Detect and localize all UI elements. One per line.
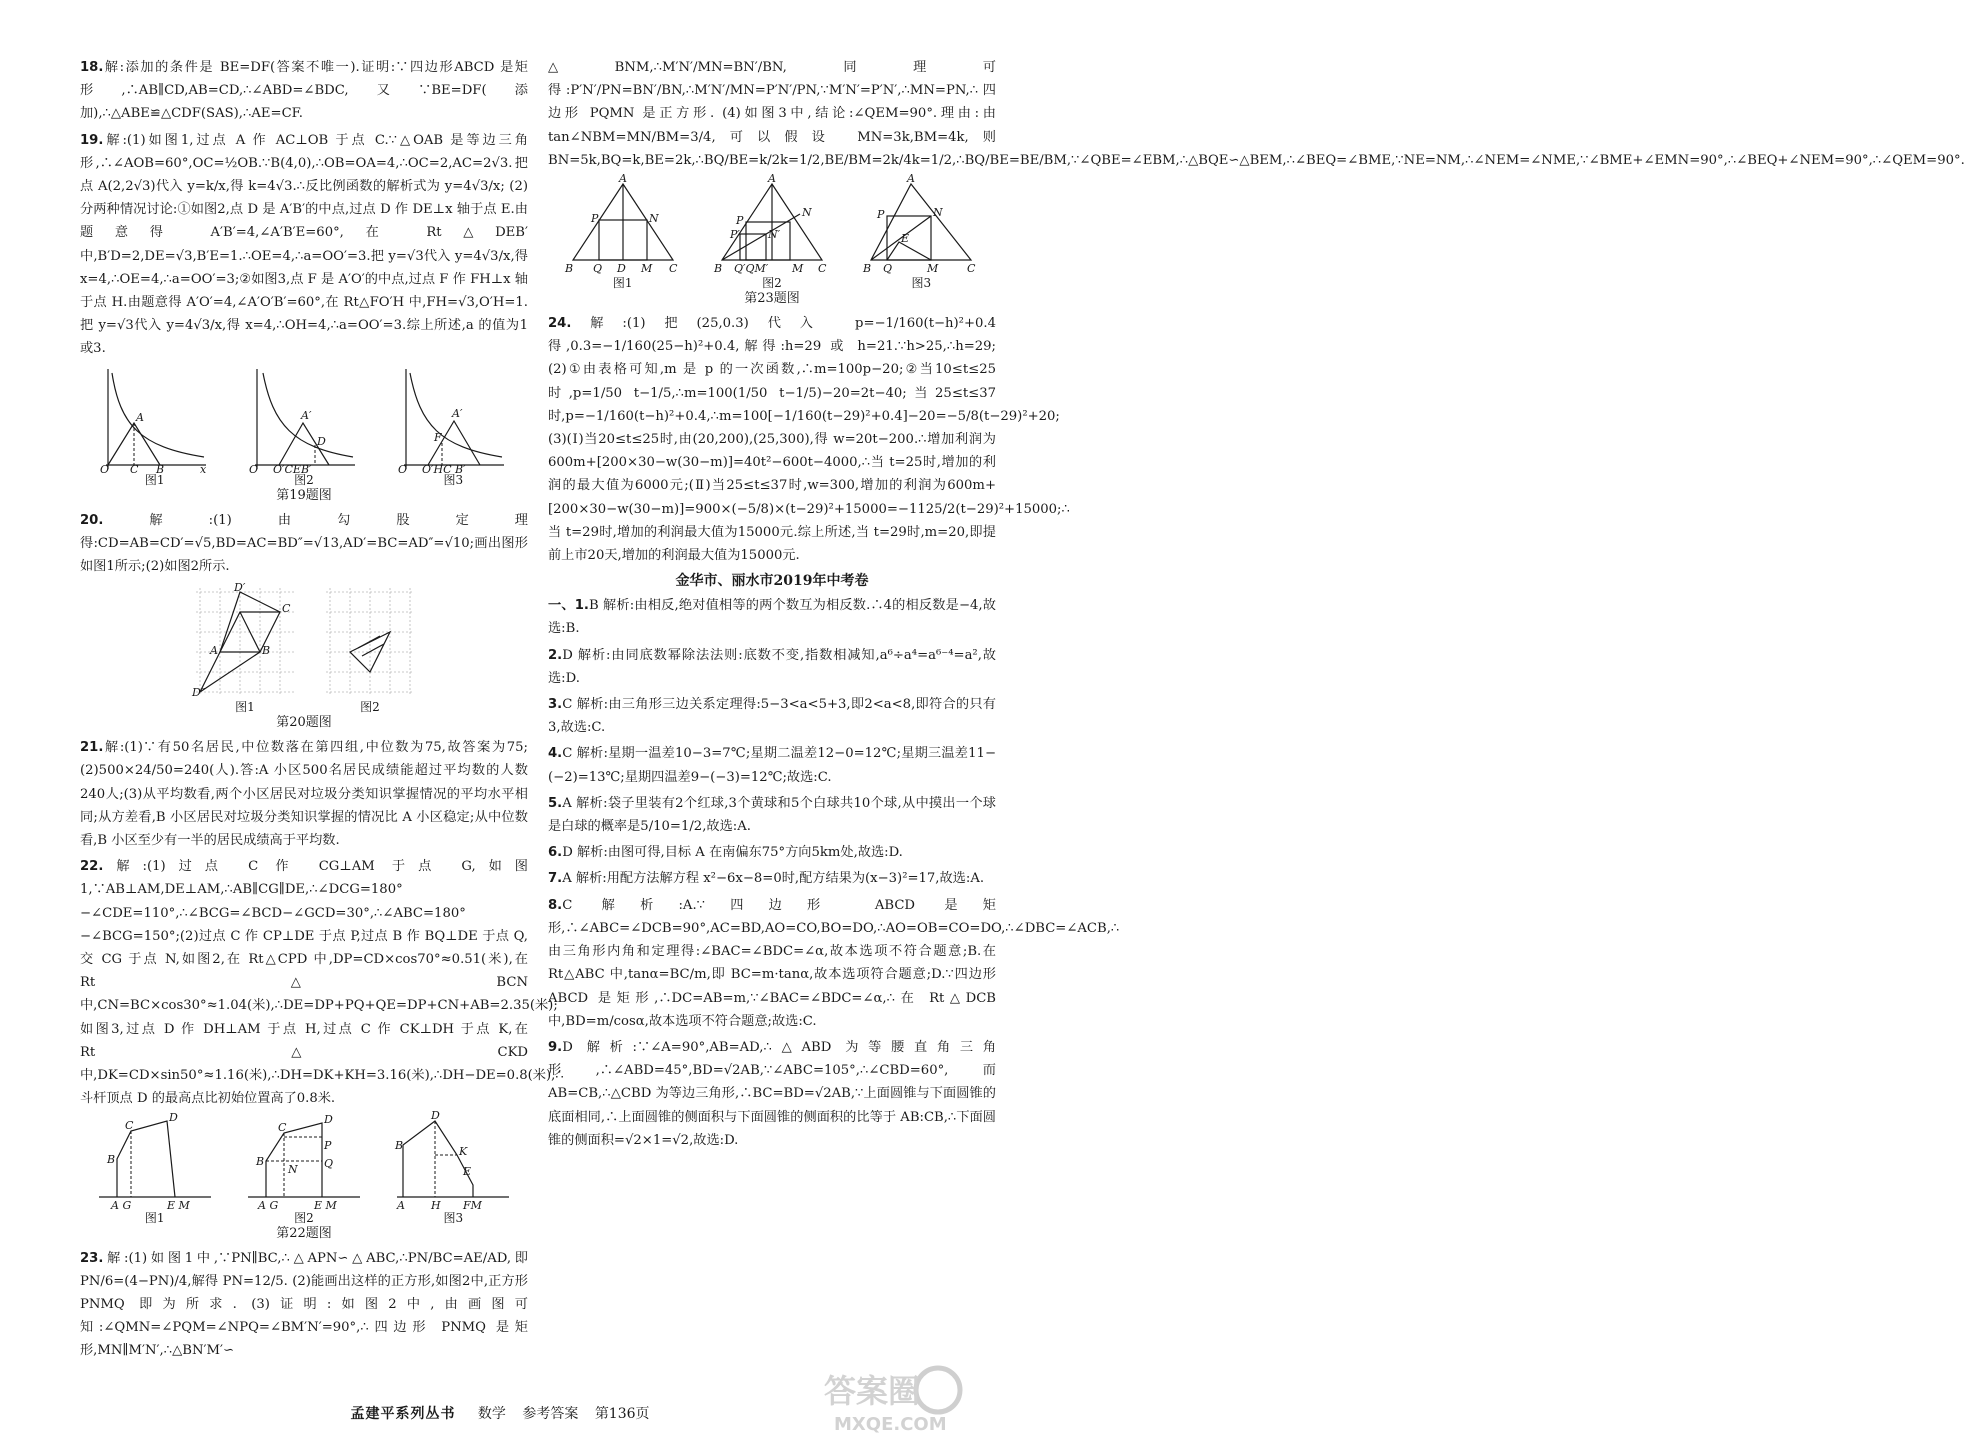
svg-text:O: O	[99, 462, 109, 476]
figure-caption: 图3	[443, 1210, 464, 1225]
figure-20-1	[190, 582, 300, 714]
svg-text:x: x	[199, 462, 206, 476]
question-text: 解:(1)∵有50名居民,中位数落在第四组,中位数为75,故答案为75;(2)500×24/50=240(人).答:A 小区500名居民成绩能超过平均数的人数240人;(3)从平均数看,两个小区居民对垃圾分类知识掌握情况的平均水平相同;从方差看,B 小区居民对垃圾分类知识掌握的情况比 A 小区稳定;从中位数看,B 小区至少有一半的居民成绩高于平均数.	[80, 740, 528, 849]
answer-number: 5.	[548, 795, 563, 811]
figure-19-title: 第19题图	[276, 487, 332, 503]
answer-text: A 解析:用配方法解方程 x²−6x−8=0时,配方结果为(x−3)²=17,故选:A.	[562, 871, 985, 887]
figure-19-1	[100, 365, 210, 487]
svg-text:N: N	[648, 212, 659, 226]
svg-text:K: K	[459, 1144, 468, 1158]
svg-text:E: E	[901, 232, 910, 246]
svg-text:C: C	[282, 602, 291, 616]
answer-number: 2.	[548, 647, 563, 663]
left-column	[80, 56, 564, 1366]
question-number: 18.	[80, 60, 104, 75]
watermark-logo	[820, 1356, 970, 1436]
answer-number: 4.	[548, 746, 563, 762]
question-number: 22.	[80, 859, 104, 875]
watermark-title: 答案圈	[824, 1372, 921, 1410]
svg-text:E: E	[463, 1164, 472, 1178]
question-18	[80, 56, 528, 126]
answer-number: 6.	[548, 845, 563, 861]
svg-text:N′: N′	[767, 228, 781, 242]
answer-number: 9.	[548, 1039, 563, 1055]
answer-text: C 解析:A.∵四边形 ABCD 是矩形,∴∠ABC=∠DCB=90°,AC=BD,AO=CO,BO=DO,∴AO=OB=CO=DO,∴∠DBC=∠ACB,∴由三角形内角和定理得:∠BAC=∠BDC=∠α,故本选项不符合题意;B.在 Rt△ABC 中,tanα=BC/m,即 BC=m·tanα,故本选项符合题意;D.∵四边形 ABCD 是矩形,∴DC=AB=m,∵∠BAC=∠BDC=∠α,∴在 Rt△DCB 中,BD=m/cosα,故本选项不符合题意;故选:C.	[548, 897, 1120, 1029]
svg-text:Q: Q	[883, 262, 893, 276]
answer-number: 3.	[548, 697, 563, 713]
figure-caption: 图2	[294, 1210, 314, 1225]
figure-23-2	[712, 172, 832, 291]
svg-text:C: C	[129, 462, 139, 476]
question-23-continued	[548, 56, 1965, 172]
figure-22-title: 第22题图	[276, 1225, 332, 1241]
svg-text:C: C	[277, 1120, 287, 1134]
svg-text:A G: A G	[110, 1198, 131, 1212]
question-21	[80, 736, 528, 852]
answer-number: 8.	[548, 897, 563, 913]
svg-text:O: O	[248, 462, 259, 476]
question-text: 解:(1)把(25,0.3)代入 p=−1/160(t−h)²+0.4 得,0.3=−1/160(25−h)²+0.4,解得:h=29 或 h=21.∵h>25,∴h=29; (2)①由表格可知,m 是 p 的一次函数,∴m=100p−20;②当10≤t≤25时,p=1/50 t−1/5,∴m=100(1/50 t−1/5)−20=2t−40;当25≤t≤37时,p=−1/160(t−h)²+0.4,∴m=100[−1/160(t−29)²+0.4]−20=−5/8(t−29)²+20; (3)(Ⅰ)当20≤t≤25时,由(20,200),(25,300),得 w=20t−200.∴增加利润为600m+[200×30−w(30−m)]=40t²−600t−4000,∴当 t=25时,增加的利润的最大值为6000元;(Ⅱ)当25≤t≤37时,w=300,增加的利润为600m+[200×30−w(30−m)]=900×(−5/8)×(t−29)²+15000=−1125/2(t−29)²+15000;∴当 t=29时,增加的利润最大值为15000元.综上所述,当 t=29时,m=20,即提前上市20天,增加的利润最大值为15000元.	[548, 316, 1070, 564]
svg-text:P′: P′	[729, 228, 740, 242]
svg-text:B: B	[863, 262, 872, 276]
svg-text:C: C	[817, 262, 827, 276]
svg-text:B: B	[106, 1152, 115, 1166]
question-20	[80, 509, 528, 579]
figure-caption: 图3	[911, 276, 932, 291]
answer-3	[548, 693, 996, 739]
answer-9	[548, 1036, 996, 1152]
page-number: 第136页	[594, 1406, 650, 1422]
svg-text:A: A	[618, 172, 627, 186]
answer-1	[548, 594, 996, 640]
svg-text:D: D	[168, 1110, 178, 1124]
answer-5	[548, 792, 996, 838]
series-name: 孟建平系列丛书	[350, 1406, 456, 1422]
question-23	[80, 1247, 528, 1363]
figure-caption: 图1	[235, 700, 255, 715]
figure-caption: 图2	[762, 276, 782, 291]
svg-text:B: B	[713, 262, 723, 276]
svg-text:E M: E M	[313, 1198, 337, 1212]
figure-20-2	[322, 582, 418, 714]
svg-text:M: M	[927, 262, 939, 276]
svg-text:P: P	[877, 208, 885, 222]
figure-caption: 图2	[294, 472, 314, 487]
question-text: △BNM,∴M′N′/MN=BN′/BN,同理可得:P′N′/PN=BN′/BN,∴M′N′/MN=P′N′/PN,∵M′N′=P′N′,∴MN=PN,∴四边形 PQMN 是正方形. (4)如图3中,结论:∠QEM=90°.理由:由 tan∠NBM=MN/BM=3/4,可以假设 MN=3k,BM=4k,则 BN=5k,BQ=k,BE=2k,∴BQ/BE=k/2k=1/2,BE/BM=2k/4k=1/2,∴BQ/BE=BE/BM,∵∠QBE=∠EBM,∴△BQE∽△BEM,∴∠BEQ=∠BME,∵NE=NM,∴∠NEM=∠NME,∵∠BME+∠EMN=90°,∴∠BEQ+∠NEM=90°,∴∠QEM=90°.	[548, 60, 1965, 168]
question-number: 24.	[548, 316, 572, 332]
svg-text:N: N	[287, 1162, 298, 1176]
answer-text: D 解析:由同底数幂除法法则:底数不变,指数相减知,a⁶÷a⁴=a⁶⁻⁴=a²,故选:D.	[548, 647, 996, 686]
svg-text:M: M	[791, 262, 804, 276]
answer-text: C 解析:星期一温差10−3=7℃;星期二温差12−0=12℃;星期三温差11−(−2)=13℃;星期四温差9−(−3)=12℃;故选:C.	[548, 746, 996, 785]
svg-text:O′CEB′: O′CEB′	[272, 462, 312, 476]
svg-text:D: D	[431, 1108, 441, 1122]
answer-text: D 解析:∵∠A=90°,AB=AD,∴△ABD 为等腰直角三角形,∴∠ABD=45°,BD=√2AB,∵∠ABC=105°,∴∠CBD=60°,而 AB=CB,∴△CBD 为等边三角形,∴BC=BD=√2AB,∵上面圆锥与下面圆锥的底面相同,∴上面圆锥的侧面积与下面圆锥的侧面积的比等于 AB:CB,∴下面圆锥的侧面积=√2×1=√2,故选:D.	[548, 1039, 996, 1148]
answer-number: 一、1.	[548, 598, 589, 614]
question-text: 解:添加的条件是 BE=DF(答案不唯一).证明:∵四边形ABCD 是矩形,∴AB∥CD,AB=CD,∴∠ABD=∠BDC,又∵BE=DF(添加),∴△ABE≌△CDF(SAS),∴AE=CF.	[80, 60, 528, 122]
svg-text:B: B	[155, 462, 164, 476]
answer-4	[548, 742, 996, 788]
question-22	[80, 855, 564, 1110]
svg-text:B: B	[262, 644, 271, 658]
answer-7	[548, 867, 996, 890]
svg-text:E M: E M	[166, 1198, 190, 1212]
answer-text: D 解析:由图可得,目标 A 在南偏东75°方向5km处,故选:D.	[562, 845, 903, 861]
svg-text:P: P	[590, 212, 599, 226]
answer-8	[548, 894, 1120, 1033]
svg-text:C: C	[668, 262, 678, 276]
answer-number: 7.	[548, 871, 563, 887]
question-text: 解:(1)过点 C 作 CG⊥AM 于点 G,如图1,∵AB⊥AM,DE⊥AM,∴AB∥CG∥DE,∴∠DCG=180°−∠CDE=110°,∴∠BCG=∠BCD−∠GCD=30°,∴∠ABC=180°−∠BCG=150°;(2)过点 C 作 CP⊥DE 于点 P,过点 B 作 BQ⊥DE 于点 Q,交 CG 于点 N,如图2,在 Rt△CPD 中,DP=CD×cos70°≈0.51(米),在 Rt△BCN 中,CN=BC×cos30°≈1.04(米),∴DE=DP+PQ+QE=DP+CN+AB=2.35(米);如图3,过点 D 作 DH⊥AM 于点 H,过点 C 作 CK⊥DH 于点 K,在 Rt△CKD 中,DK=CD×sin50°≈1.16(米),∴DH=DK+KH=3.16(米),∴DH−DE=0.8(米),∴斗杆顶点 D 的最高点比初始位置高了0.8米.	[80, 859, 564, 1107]
svg-text:H: H	[431, 1198, 441, 1212]
figure-23-1	[563, 172, 683, 291]
svg-text:D″: D″	[192, 686, 205, 700]
svg-text:A: A	[907, 172, 916, 186]
svg-text:FM: FM	[463, 1198, 483, 1212]
svg-text:D: D	[616, 262, 626, 276]
figure-23-3	[861, 172, 981, 291]
svg-text:N: N	[801, 206, 812, 220]
svg-text:P: P	[735, 214, 744, 228]
question-number: 21.	[80, 740, 104, 756]
figure-caption: 图2	[360, 700, 380, 715]
svg-text:A: A	[135, 410, 144, 424]
question-number: 19.	[80, 132, 104, 148]
figure-caption: 图3	[443, 472, 464, 487]
svg-text:M: M	[640, 262, 652, 276]
figure-caption: 图1	[144, 1210, 165, 1225]
answer-text: B 解析:由相反,绝对值相等的两个数互为相反数.∴4的相反数是−4,故选:B.	[548, 598, 996, 637]
svg-text:A: A	[767, 172, 776, 186]
question-text: 解:(1)如图1,过点 A 作 AC⊥OB 于点 C.∵△OAB 是等边三角形,∴∠AOB=60°,OC=½OB.∵B(4,0),∴OB=OA=4,∴OC=2,AC=2√3.把点 A(2,2√3)代入 y=k/x,得 k=4√3.∴反比例函数的解析式为 y=4√3/x; (2)分两种情况讨论:①如图2,点 D 是 A′B′的中点,过点 D 作 DE⊥x 轴于点 E.由题意得 A′B′=4,∠A′B′E=60°,在 Rt△DEB′中,B′D=2,DE=√3,B′E=1.∴OE=4,∴a=OO′=3.把 y=√3代入 y=4√3/x,得 x=4,∴OE=4,∴a=OO′=3;②如图3,点 F 是 A′O′的中点,过点 F 作 FH⊥x 轴于点 H.由题意得 A′O′=4,∠A′O′B′=60°,在 Rt△FO′H 中,FH=√3,O′H=1.把 y=√3代入 y=4√3/x,得 x=4,∴OH=4,∴a=OO′=3.综上所述,a 的值为1或3.	[80, 132, 528, 357]
svg-text:P: P	[323, 1138, 332, 1152]
svg-text:A′: A′	[452, 406, 463, 420]
figure-22-3	[393, 1108, 513, 1225]
figure-19-3	[398, 365, 508, 487]
figure-20-title: 第20题图	[276, 715, 332, 731]
svg-text:B: B	[564, 262, 573, 276]
svg-text:Q: Q	[592, 262, 602, 276]
svg-text:D: D	[316, 434, 326, 448]
question-text: 解:(1)由勾股定理得:CD=AB=CD′=√5,BD=AC=BD″=√13,AD′=BC=AD″=√10;画出图形如图1所示;(2)如图2所示.	[80, 512, 528, 575]
svg-text:C: C	[967, 262, 976, 276]
question-number: 23.	[80, 1250, 104, 1266]
svg-text:N: N	[933, 206, 943, 220]
section-title: 金华市、丽水市2019年中考卷	[675, 573, 869, 590]
figure-caption: 图1	[612, 276, 633, 291]
figure-23-row	[548, 172, 996, 291]
figure-19-2	[249, 365, 359, 487]
svg-text:B: B	[255, 1154, 265, 1168]
answer-6	[548, 841, 996, 864]
question-19	[80, 129, 528, 361]
answer-2	[548, 644, 996, 690]
figure-22-row	[80, 1108, 528, 1225]
figure-22-2	[244, 1112, 364, 1225]
right-column	[548, 56, 1965, 1155]
svg-text:Q′QM′: Q′QM′	[733, 262, 769, 276]
svg-text:O′HC B′: O′HC B′	[422, 462, 466, 476]
svg-text:D′: D′	[234, 581, 246, 595]
svg-text:A′: A′	[300, 408, 312, 422]
figure-23-title: 第23题图	[744, 291, 800, 307]
svg-text:B: B	[395, 1138, 404, 1152]
svg-text:D: D	[323, 1112, 333, 1126]
svg-text:A: A	[210, 644, 218, 658]
svg-text:A: A	[397, 1198, 406, 1212]
figure-19-row	[80, 365, 528, 487]
question-24	[548, 312, 1070, 567]
question-number: 20.	[80, 512, 104, 528]
svg-text:A G: A G	[257, 1198, 279, 1212]
figure-20-row	[80, 582, 528, 714]
question-text: 解:(1)如图1中,∵PN∥BC,∴△APN∽△ABC,∴PN/BC=AE/AD,即 PN/6=(4−PN)/4,解得 PN=12/5. (2)能画出这样的正方形,如图2中,正方形 PNMQ 即为所求. (3)证明:如图2中,由画图可知:∠QMN=∠PQM=∠NPQ=∠BM′N′=90°,∴四边形 PNMQ 是矩形,MN∥M′N′,∴△BN′M′∽	[80, 1250, 528, 1359]
figure-caption: 图1	[144, 472, 165, 487]
watermark-url: MXQE.COM	[834, 1414, 947, 1435]
footer-label: 参考答案	[522, 1406, 579, 1422]
svg-text:O: O	[398, 462, 408, 476]
subject: 数学	[477, 1406, 506, 1422]
svg-text:Q: Q	[323, 1156, 334, 1170]
svg-text:F: F	[434, 430, 442, 444]
figure-22-1	[95, 1110, 215, 1225]
svg-text:C: C	[124, 1118, 134, 1132]
answer-text: A 解析:袋子里装有2个红球,3个黄球和5个白球共10个球,从中摸出一个球是白球的概率是5/10=1/2,故选:A.	[548, 795, 996, 835]
answer-text: C 解析:由三角形三边关系定理得:5−3<a<5+3,即2<a<8,即符合的只有3,故选:C.	[548, 697, 996, 736]
